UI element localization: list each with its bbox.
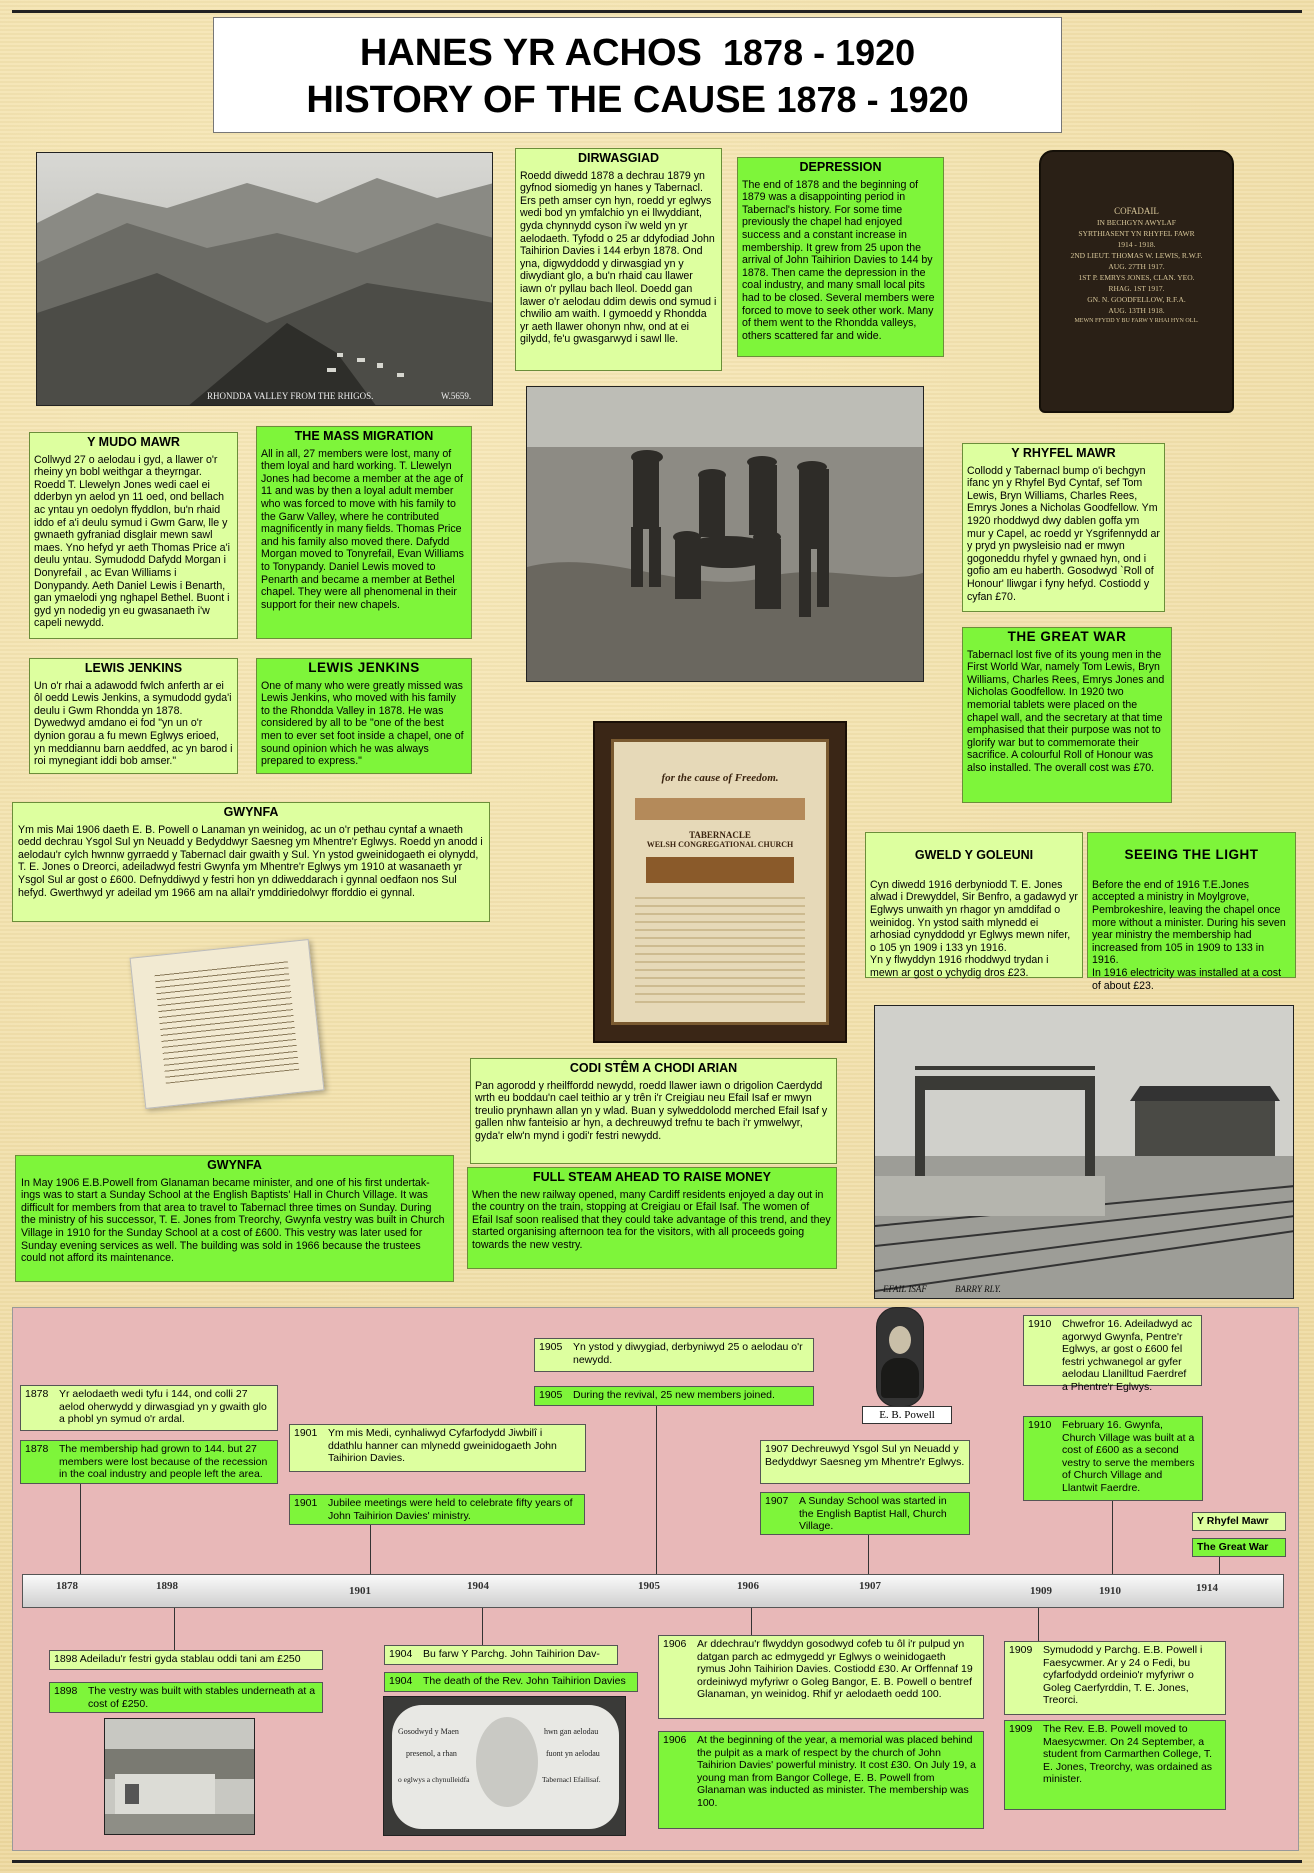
migration-panel — [256, 426, 472, 639]
codi-stem-body: Pan agorodd y rheilffordd newydd, roedd llawer iawn o drigolion Caerdydd wrth eu boddau'n cael teithio ar y trên i'r Creigiau neu Efail Isaf er mwyn treulio prynhawn allan yn y wlad. Buan y sylweddolodd merched Efail Isaf y gallen nhw fanteisio ar hyn, a dechreuwyd trefnu te bach i'r ymwelwyr, gyda'r elw'n mynd i godi'r festri newydd. — [475, 1079, 828, 1142]
tick-1901: 1901 — [349, 1585, 371, 1597]
event-1878-cy — [20, 1385, 278, 1431]
depression-body: The end of 1878 and the beginning of 1879 was a disappointing period in Tabernacl's history. For some time previously the chapel had enjoyed success and a constant increase in membership. It grew from 25 upon the arrival of John Taihirion Davies to 144 by 1878. Then came the depression in the coal industry, and many small local pits had to be closed. Several members were forced to move to seek other work. Many of them went to the Rhondda valleys, others scattered far and wide. — [742, 178, 935, 342]
title-english-years: 1878 - 1920 — [776, 79, 969, 120]
lewis-jenkins-en-heading: LEWIS JENKINS — [308, 660, 420, 675]
event-1906-en — [658, 1731, 984, 1829]
lewis-jenkins-cy-panel — [29, 658, 238, 774]
event-text: Ym mis Medi, cynhaliwyd Cyfarfodydd Jiwbilî i ddathlu hanner can mlynedd gweinidogaeth John Taihirion Davies. — [328, 1427, 557, 1464]
event-text: The vestry was built with stables underneath at a cost of £250. — [88, 1685, 316, 1710]
rhondda-valley-photo — [36, 152, 493, 406]
stone-text-5: fuont yn aelodau — [546, 1749, 600, 1758]
event-year: 1901 — [294, 1427, 318, 1439]
plaque-line: AUG. 13TH 1918. — [1108, 306, 1165, 315]
event-1905-en — [534, 1386, 814, 1406]
plaque-line: COFADAIL — [1114, 206, 1159, 216]
lewis-jenkins-cy-body: Un o'r rhai a adawodd fwlch anferth ar ei ôl oedd Lewis Jenkins, a symudodd gyda'i deulu i Gwm Rhondda yn 1878. Dywedwyd amdano ei fod "yn un o'r dynion gorau a fu mewn Eglwys erioed, yn meddiannu barn aeddfed, ac yn barod i roi mynegiant iddi bob amser." — [34, 679, 233, 768]
dirwasgiad-body: Roedd diwedd 1878 a dechrau 1879 yn gyfnod siomedig yn hanes y Tabernacl. Ers peth amser cyn hyn, roedd yr eglwys wedi bod yn ymfalchio yn ei llwyddiant, gyda chynnydd cyson i'w weld yn yr aelodaeth. Tyfodd o 25 ar ddyfodiad John Taihirion Davies i 144 erbyn 1878. Ond yna, digwyddodd y dirwasgiad yn y diwydiant glo, a bu'n rhaid cau llawer iawn o'r pyllau bach lleol. Doedd gan lawer o'r aelodau ddim dewis ond symud i chwilio am waith. I gymoedd y Rhondda yr aeth llawer ohonyn nhw, ond at ei gilydd, fe'u gwasgarwyd i sawl lle. — [520, 169, 717, 346]
connector — [751, 1608, 752, 1635]
war-label-cy: Y Rhyfel Mawr — [1192, 1512, 1286, 1531]
rhyfel-body: Collodd y Tabernacl bump o'i bechgyn ifanc yn y Rhyfel Byd Cyntaf, sef Tom Lewis, Bryn Williams, Charles Rees, Emrys Jones a Nicholas Goodfellow. Ym 1920 rhoddwyd dwy dablen goffa ym mur y Capel, ac roedd yr Ysgrifennydd ar y pryd yn pwysleisio nad er mwyn gogoneddu rhyfel y gwnaed hyn, ond i gofio am eu haberth. Gosodwyd `Roll of Honour' lliwgar i fyny hefyd. Costiodd y cyfan £70. — [967, 464, 1160, 603]
event-1910-en — [1023, 1416, 1203, 1501]
rhyfel-panel — [962, 443, 1165, 612]
stone-text-2: presenol, a rhan — [406, 1749, 457, 1758]
plaque-line: 1ST P. EMRYS JONES, CLAN. YEO. — [1078, 273, 1195, 282]
dirwasgiad-panel — [515, 148, 722, 371]
event-1898-cy: 1898 Adeiladu'r festri gyda stablau oddi tani am £250 — [49, 1650, 323, 1670]
stone-text-3: o eglwys a chynulleidfa — [398, 1775, 470, 1784]
gwynfa-cy-heading: GWYNFA — [223, 805, 279, 819]
codi-stem-panel — [470, 1058, 837, 1164]
greatwar-body: Tabernacl lost five of its young men in the First World War, namely Tom Lewis, Bryn Williams, Charles Rees, Emrys Jones and Nicholas Goodfellow. In 1920 two memorial tablets were placed on the chapel wall, and the secretary at that time emphasised that their purpose was not to glorify war but to commemorate their sacrifice. A colourful Roll of Honour was also installed. The overall cost was £70. — [967, 648, 1165, 774]
event-year: 1906 — [663, 1734, 687, 1746]
event-text: The membership had grown to 144. but 27 members were lost because of the recession in the coal industry and people left the area. — [59, 1443, 268, 1480]
connector — [174, 1608, 175, 1651]
top-rule — [12, 10, 1302, 13]
title-english: HISTORY OF THE CAUSE — [306, 79, 766, 121]
soldiers-image — [527, 387, 924, 682]
tick-1910: 1910 — [1099, 1585, 1121, 1597]
newspaper-clipping-photo — [130, 939, 325, 1109]
rhyfel-heading: Y RHYFEL MAWR — [1011, 446, 1116, 460]
event-1907-en — [760, 1492, 970, 1535]
lewis-jenkins-cy-heading: LEWIS JENKINS — [84, 661, 183, 675]
roll-of-honour-photo — [593, 721, 847, 1043]
ymudo-body: Collwyd 27 o aelodau i gyd, a llawer o'r rheiny yn bobl weithgar a theyrngar. Roedd T. Llewelyn Jones wedi cael ei dderbyn yn aelod yn 11 oed, ond bellach ac yntau yn oedolyn ffyddlon, bu'n rhaid iddo ef a'i deulu symud i Gwm Garw, lle y gwnaeth gyfraniad disglair mewn sawl maes. Yno hefyd yr aeth Thomas Price a'i deulu yntau. Symudodd Dafydd Morgan i Donyrefail , ac Evan Williams i Donypandy. Aeth Daniel Lewis i Benarth, gan ymaelodi yng nghapel Bethel. Buont i gyd yn nodedig yn eu gwasanaeth i'w capeli newydd. — [34, 453, 230, 630]
stone-text-4: hwn gan aelodau — [544, 1727, 599, 1736]
event-text: A Sunday School was started in the English Baptist Hall, Church Village. — [799, 1495, 947, 1532]
plaque-line: GN. N. GOODFELLOW, R.F.A. — [1087, 295, 1186, 304]
roll-text-freedom: for the cause of Freedom. — [661, 772, 779, 784]
migration-heading: THE MASS MIGRATION — [294, 429, 434, 443]
event-year: 1904 — [389, 1675, 413, 1687]
event-year: 1878 — [25, 1388, 49, 1400]
event-1905-cy — [534, 1338, 814, 1372]
event-year: 1901 — [294, 1497, 318, 1509]
event-text: Chwefror 16. Adeiladwyd ac agorwyd Gwynfa, Pentre'r Eglwys, ar gost o £600 fel festri ychwanegol ar gyfer aelodau Llanilltud Faerdref a Phentre'r Eglwys. — [1062, 1318, 1193, 1393]
gweld-body: Cyn diwedd 1916 derbyniodd T. E. Jones alwad i Drewyddel, Sir Benfro, a gadawyd yr Eglwys unwaith yn rhagor yn amddifad o weinidog. Yn ystod saith mlynedd ei arhosiad cynyddodd yr Eglwys mewn nifer, o 105 yn 1909 i 133 yn 1916. Yn y flwyddyn 1916 rhoddwyd trydan i mewn ar gost o ychydig dros £23. — [870, 878, 1078, 979]
event-year: 1904 — [389, 1648, 413, 1660]
event-1909-cy — [1004, 1641, 1226, 1715]
event-year: 1905 — [539, 1341, 563, 1353]
railway-station-photo — [874, 1005, 1294, 1299]
event-1909-en — [1004, 1720, 1226, 1810]
lewis-jenkins-en-body: One of many who were greatly missed was Lewis Jenkins, who moved with his family to the Rhondda Valley in 1878. He was considered by all to be "one of the best men to ever set foot inside a chapel, one of sound opinion which he was always prepared to express." — [261, 679, 464, 768]
tick-1898: 1898 — [156, 1580, 178, 1592]
title-welsh: HANES YR ACHOS — [359, 32, 702, 74]
event-1904-en — [384, 1672, 638, 1692]
steam-body: When the new railway opened, many Cardiff residents enjoyed a day out in the country on the train, stopping at Creigiau or Efail Isaf. The women of Efail Isaf soon realised that they could take advantage of this trend, and they started organising afternoon tea for the visitors, with all proceeds going towards the new vestry. — [472, 1188, 831, 1251]
memorial-stone-photo — [383, 1696, 626, 1836]
event-1910-cy — [1023, 1315, 1202, 1393]
tick-1914: 1914 — [1196, 1582, 1218, 1594]
station-caption-efail: EFAIL ISAF — [883, 1284, 927, 1294]
plaque-line: RHAG. 1ST 1917. — [1108, 284, 1165, 293]
vestry-building-photo — [104, 1718, 255, 1835]
event-text: Yr aelodaeth wedi tyfu i 144, ond colli 27 aelod oherwydd y dirwasgiad yn y gwaith glo a phobl yn symud o'r ardal. — [59, 1388, 267, 1425]
lewis-jenkins-en-panel — [256, 658, 472, 774]
gwynfa-en-panel — [15, 1155, 454, 1282]
plaque-line: SYRTHIASENT YN RHYFEL FAWR — [1078, 229, 1195, 238]
plaque-line: 2ND LIEUT. THOMAS W. LEWIS, R.W.F. — [1070, 251, 1203, 260]
event-text: 1907 Dechreuwyd Ysgol Sul yn Neuadd y Bedyddwyr Saesneg ym Mhentre'r Eglwys. — [765, 1443, 965, 1468]
event-year: 1878 — [25, 1443, 49, 1455]
event-1904-cy — [384, 1645, 618, 1665]
event-text: During the revival, 25 new members joined. — [573, 1389, 775, 1401]
title-welsh-years: 1878 - 1920 — [723, 32, 916, 73]
event-text: Ar ddechrau'r flwyddyn gosodwyd cofeb tu ôl i'r pulpud yn datgan parch ac edmygedd yr Eglwys o weinidogaeth rymus John Taihirion Davies. Costiodd £30. Ar Orffennaf 19 ordeiniwyd myfyriwr o Goleg Bangor, E. B. Powell o bentref Glanaman, yn weinidog. Rhif yr aelodaeth oedd 100. — [697, 1638, 973, 1700]
event-1898-en — [49, 1682, 323, 1713]
plaque-line: MEWN FFYDD Y BU FARW Y RHAI HYN OLL. — [1074, 318, 1199, 324]
station-image — [875, 1006, 1294, 1299]
gwynfa-en-heading: GWYNFA — [207, 1158, 262, 1172]
gweld-panel — [865, 832, 1083, 978]
depression-heading: DEPRESSION — [799, 160, 882, 174]
memorial-plaque-photo — [1039, 150, 1234, 413]
bottom-rule — [12, 1860, 1302, 1863]
event-year: 1906 — [663, 1638, 687, 1650]
event-1906-cy — [658, 1635, 984, 1719]
plaque-line: IN BECHGYN AWYLAF — [1097, 218, 1176, 227]
tick-1878: 1878 — [56, 1580, 78, 1592]
connector — [80, 1480, 81, 1574]
event-text: Symudodd y Parchg. E.B. Powell i Faesycwmer. Ar y 24 o Fedi, bu cyfarfodydd ordeinio'r myfyriwr o Goleg Caerfyrddin, T. E. Jones, Treorci. — [1043, 1644, 1203, 1706]
plaque-line: AUG. 27TH 1917. — [1108, 262, 1165, 271]
event-1901-en — [289, 1494, 585, 1525]
gwynfa-cy-panel — [12, 802, 490, 922]
depression-panel — [737, 157, 944, 357]
steam-heading: FULL STEAM AHEAD TO RAISE MONEY — [533, 1170, 771, 1184]
roll-text-church: WELSH CONGREGATIONAL CHURCH — [646, 840, 794, 849]
war-label-en: The Great War — [1192, 1538, 1286, 1557]
gwynfa-en-body: In May 1906 E.B.Powell from Glanaman became minister, and one of his first undertak-ings was to start a Sunday School at the English Baptists' Hall in Church Village. It was difficult for members from that area to travel to Tabernacl three times on Sunday. During the ministry of his successor, T. E. Jones from Treorchy, Gwynfa vestry was built in Church Village in 1910 for the Sunday School at a cost of £600. This vestry was later used for Sunday evening services as well. The building was sold in 1966 because the trustees could not afford its maintenance. — [21, 1176, 445, 1265]
event-year: 1907 — [765, 1495, 789, 1507]
greatwar-heading: THE GREAT WAR — [1007, 629, 1127, 644]
ymudo-panel — [29, 432, 238, 639]
connector — [656, 1405, 657, 1574]
event-1901-cy — [289, 1424, 586, 1472]
event-text: Yn ystod y diwygiad, derbyniwyd 25 o aelodau o'r newydd. — [573, 1341, 803, 1366]
pastor-caption: E. B. Powell — [862, 1406, 952, 1424]
event-year: 1909 — [1009, 1644, 1033, 1656]
codi-stem-heading: CODI STÊM A CHODI ARIAN — [569, 1061, 738, 1075]
event-year: 1910 — [1028, 1318, 1052, 1330]
tick-1905: 1905 — [638, 1580, 660, 1592]
event-year: 1905 — [539, 1389, 563, 1401]
plaque-line: 1914 - 1918. — [1117, 240, 1156, 249]
event-year: 1909 — [1009, 1723, 1033, 1735]
event-text: February 16. Gwynfa, Church Village was built at a cost of £600 as a second vestry to serve the members of Church Village and Llantwit Faerdre. — [1062, 1419, 1195, 1494]
tick-1906: 1906 — [737, 1580, 759, 1592]
event-1907-cy — [760, 1440, 970, 1484]
steam-panel — [467, 1167, 837, 1269]
seeing-body: Before the end of 1916 T.E.Jones accepted a ministry in Moylgrove, Pembrokeshire, leaving the chapel once more without a minister. During his seven year ministry the membership had increased from 105 in 1909 to 133 in 1916. In 1916 electricity was installed at a cost of about £23. — [1092, 878, 1286, 992]
event-text: Bu farw Y Parchg. John Taihirion Dav- — [423, 1648, 600, 1660]
ymudo-heading: Y MUDO MAWR — [87, 435, 180, 449]
seeing-panel — [1087, 832, 1296, 992]
pastor-portrait-photo — [876, 1307, 924, 1407]
migration-body: All in all, 27 members were lost, many of them loyal and hard working. T. Llewelyn Jones had become a member at the age of 11 and was by then a loyal adult member who was forced to move with his family to the Garw Valley, where he contributed magnificently in many fields. Thomas Price and his family also moved there. Dafydd Morgan moved to Tonyrefail, Evan Williams to Tonypandy. Daniel Lewis moved to Penarth and became a member at Bethel chapel. They were all phenomenal in their support for their new chapels. — [261, 447, 464, 611]
connector — [1038, 1608, 1039, 1641]
stone-text-1: Gosodwyd y Maen — [398, 1727, 459, 1736]
tick-1904: 1904 — [467, 1580, 489, 1592]
stone-text-6: Tabernacl Efailisaf. — [542, 1775, 601, 1784]
valley-image — [37, 153, 493, 406]
connector — [482, 1608, 483, 1645]
greatwar-panel — [962, 627, 1172, 803]
vestry-image — [105, 1719, 255, 1835]
dirwasgiad-heading: DIRWASGIAD — [577, 151, 660, 165]
gwynfa-cy-body: Ym mis Mai 1906 daeth E. B. Powell o Lanaman yn weinidog, ac un o'r pethau cyntaf a wnaeth oedd dechrau Ysgol Sul yn Neuadd y Bedyddwyr Saesneg ym Mhentre'r Eglwys. Roedd yn anodd i aelodau'r cylch hwnnw gyrraedd y Tabernacl dair gwaith y Sul. Yn ystod gweinidogaeth ei olynydd, T. E. Jones o Dreorci, adeiladwyd festri Gwynfa ym Mhentre'r Eglwys ym 1910 at wasanaeth yr Ysgol Sul ar gost o £600. Defnyddiwyd y festri hon yn ddiweddarach i gynnal oedfaon nos Sul hefyd. Gwerthwyd yr adeilad ym 1966 am na allai'r ymddiriedolwyr fforddio ei gynnal. — [18, 823, 483, 899]
tick-1907: 1907 — [859, 1580, 881, 1592]
event-text: The death of the Rev. John Taihirion Davies — [423, 1675, 626, 1687]
seeing-heading: SEEING THE LIGHT — [1124, 846, 1259, 862]
event-year: 1898 — [54, 1685, 78, 1697]
event-text: At the beginning of the year, a memorial was placed behind the pulpit as a mark of respect by the church of John Taihirion Davies' powerful ministry. It cost £30. On July 19, a young man from Bangor College, E. B. Powell from Glanaman was inducted as minister. The membership was 100. — [697, 1734, 977, 1809]
tick-1909: 1909 — [1030, 1585, 1052, 1597]
page-title — [213, 17, 1062, 133]
soldiers-photo — [526, 386, 924, 682]
event-1878-en — [20, 1440, 278, 1484]
event-text: Jubilee meetings were held to celebrate fifty years of John Taihirion Davies' ministry. — [328, 1497, 573, 1522]
station-caption-barry: BARRY RLY. — [955, 1284, 1001, 1294]
valley-caption: RHONDDA VALLEY FROM THE RHIGOS. — [207, 391, 374, 401]
event-year: 1910 — [1028, 1419, 1052, 1431]
roll-text-tabernacle: TABERNACLE — [689, 830, 751, 840]
gweld-heading: GWELD Y GOLEUNI — [914, 847, 1034, 862]
event-text: The Rev. E.B. Powell moved to Maesycwmer. On 24 September, a student from Carmarthen College, T. E. Jones, Treorchy, was ordained as minister. — [1043, 1723, 1213, 1785]
valley-number: W.5659. — [441, 391, 472, 401]
